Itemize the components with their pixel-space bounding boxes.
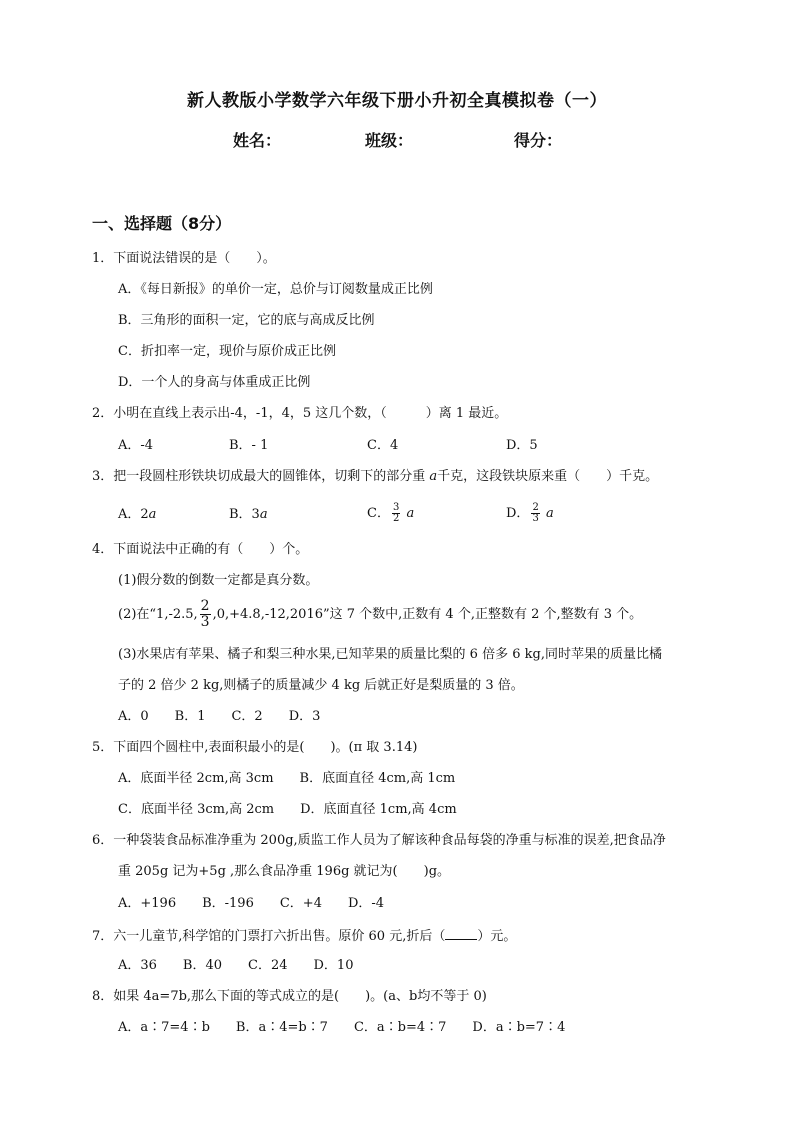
- question-4-stem: 4．下面说法中正确的有（ ）个。: [92, 542, 309, 557]
- fraction-denominator: 2: [392, 513, 400, 524]
- section-heading: 一、选择题（8分）: [92, 214, 232, 233]
- question-6-stem-line2: 重 205g 记为+5g ,那么食品净重 196g 就记为( )g。: [118, 864, 451, 879]
- question-2-option-c: C．4: [367, 438, 399, 453]
- question-5-options-row2: C．底面半径 3cm,高 2cm D．底面直径 1cm,高 4cm: [118, 802, 457, 817]
- question-6-options: A．+196 B．-196 C．+4 D．-4: [118, 896, 385, 911]
- question-7-options: A．36 B．40 C．24 D．10: [118, 958, 354, 973]
- question-7-stem: [92, 927, 516, 945]
- question-7-stem-part1: 7．六一儿童节,科学馆的门票打六折出售。原价 60 元,折后（: [92, 929, 446, 944]
- question-5-stem: 5．下面四个圆柱中,表面积最小的是( )。(π 取 3.14): [92, 740, 418, 755]
- variable-a: a: [148, 507, 157, 522]
- question-4-statement-3-line1: (3)水果店有苹果、橘子和梨三种水果,已知苹果的质量比梨的 6 倍多 6 kg,同时苹果的质量比橘: [118, 647, 662, 662]
- score-label: 得分：: [514, 131, 563, 150]
- fraction-numerator: 3: [392, 502, 400, 513]
- question-1-option-a: A．《每日新报》的单价一定，总价与订阅数量成正比例: [118, 282, 433, 297]
- statement-2-part1: (2)在“1,-2.5,: [118, 607, 198, 622]
- variable-a: a: [259, 507, 268, 522]
- variable-a: a: [406, 506, 415, 521]
- statement-2-part2: ,0,+4.8,-12,2016”这 7 个数中,正数有 4 个,正整数有 2 个,整数有 3 个。: [212, 607, 643, 622]
- option-a-label: A．2: [118, 507, 149, 522]
- fraction-denominator: 3: [532, 513, 539, 524]
- fraction-numerator: 2: [200, 598, 210, 614]
- option-d-label: D．: [506, 506, 530, 521]
- question-3-option-c: [367, 499, 414, 529]
- option-b-label: B．3: [229, 507, 260, 522]
- variable-a: a: [429, 469, 438, 484]
- question-3-option-d: [506, 499, 554, 529]
- fraction-two-thirds: [531, 503, 539, 524]
- name-label: 姓名：: [233, 131, 282, 150]
- answer-blank: [445, 927, 477, 940]
- question-2-option-b: B．- 1: [229, 438, 269, 453]
- question-3-stem: [92, 469, 658, 485]
- class-label: 班级：: [365, 131, 414, 150]
- question-4-statement-1: (1)假分数的倒数一定都是真分数。: [118, 573, 319, 588]
- question-1-option-b: B．三角形的面积一定，它的底与高成反比例: [118, 313, 375, 328]
- question-3-stem-part1: 3．把一段圆柱形铁块切成最大的圆锥体，切剩下的部分重: [92, 469, 430, 484]
- option-c-label: C．: [367, 506, 390, 521]
- question-1-stem: 1．下面说法错误的是（ ）。: [92, 251, 276, 266]
- question-1-option-c: C．折扣率一定，现价与原价成正比例: [118, 344, 336, 359]
- question-5-options-row1: A．底面半径 2cm,高 3cm B．底面直径 4cm,高 1cm: [118, 771, 456, 786]
- question-1-option-d: D．一个人的身高与体重成正比例: [118, 375, 311, 390]
- question-2-option-d: D．5: [506, 438, 538, 453]
- fraction-numerator: 2: [532, 502, 539, 513]
- question-3-stem-part2: 千克，这段铁块原来重（ ）千克。: [437, 469, 659, 484]
- question-6-stem-line1: 6．一种袋装食品标准净重为 200g,质监工作人员为了解该种食品每袋的净重与标准的误差,把食品净: [92, 833, 666, 848]
- question-2-stem: 2．小明在直线上表示出-4，-1，4，5 这几个数，（ ）离 1 最近。: [92, 406, 508, 421]
- question-8-options: A．a∶7=4∶b B．a∶4=b∶7 C．a∶b=4∶7 D．a∶b=7∶4: [118, 1020, 566, 1035]
- fraction-two-thirds: [200, 599, 211, 630]
- question-3-option-a: [118, 507, 156, 523]
- fraction-denominator: 3: [200, 614, 210, 630]
- variable-a: a: [545, 506, 554, 521]
- question-7-stem-part2: ）元。: [477, 929, 517, 944]
- fraction-three-halves: [392, 503, 400, 524]
- page-title: 新人教版小学数学六年级下册小升初全真模拟卷（一）: [187, 91, 607, 111]
- question-2-option-a: A．-4: [118, 438, 154, 453]
- question-4-statement-3-line2: 子的 2 倍少 2 kg,则橘子的质量减少 4 kg 后就正好是梨质量的 3 倍。: [118, 678, 524, 693]
- question-3-option-b: [229, 507, 268, 523]
- question-8-stem: 8．如果 4a=7b,那么下面的等式成立的是( )。(a、b均不等于 0): [92, 989, 487, 1004]
- question-4-statement-2: [118, 598, 642, 632]
- question-4-options: A．0 B．1 C．2 D．3: [118, 709, 321, 724]
